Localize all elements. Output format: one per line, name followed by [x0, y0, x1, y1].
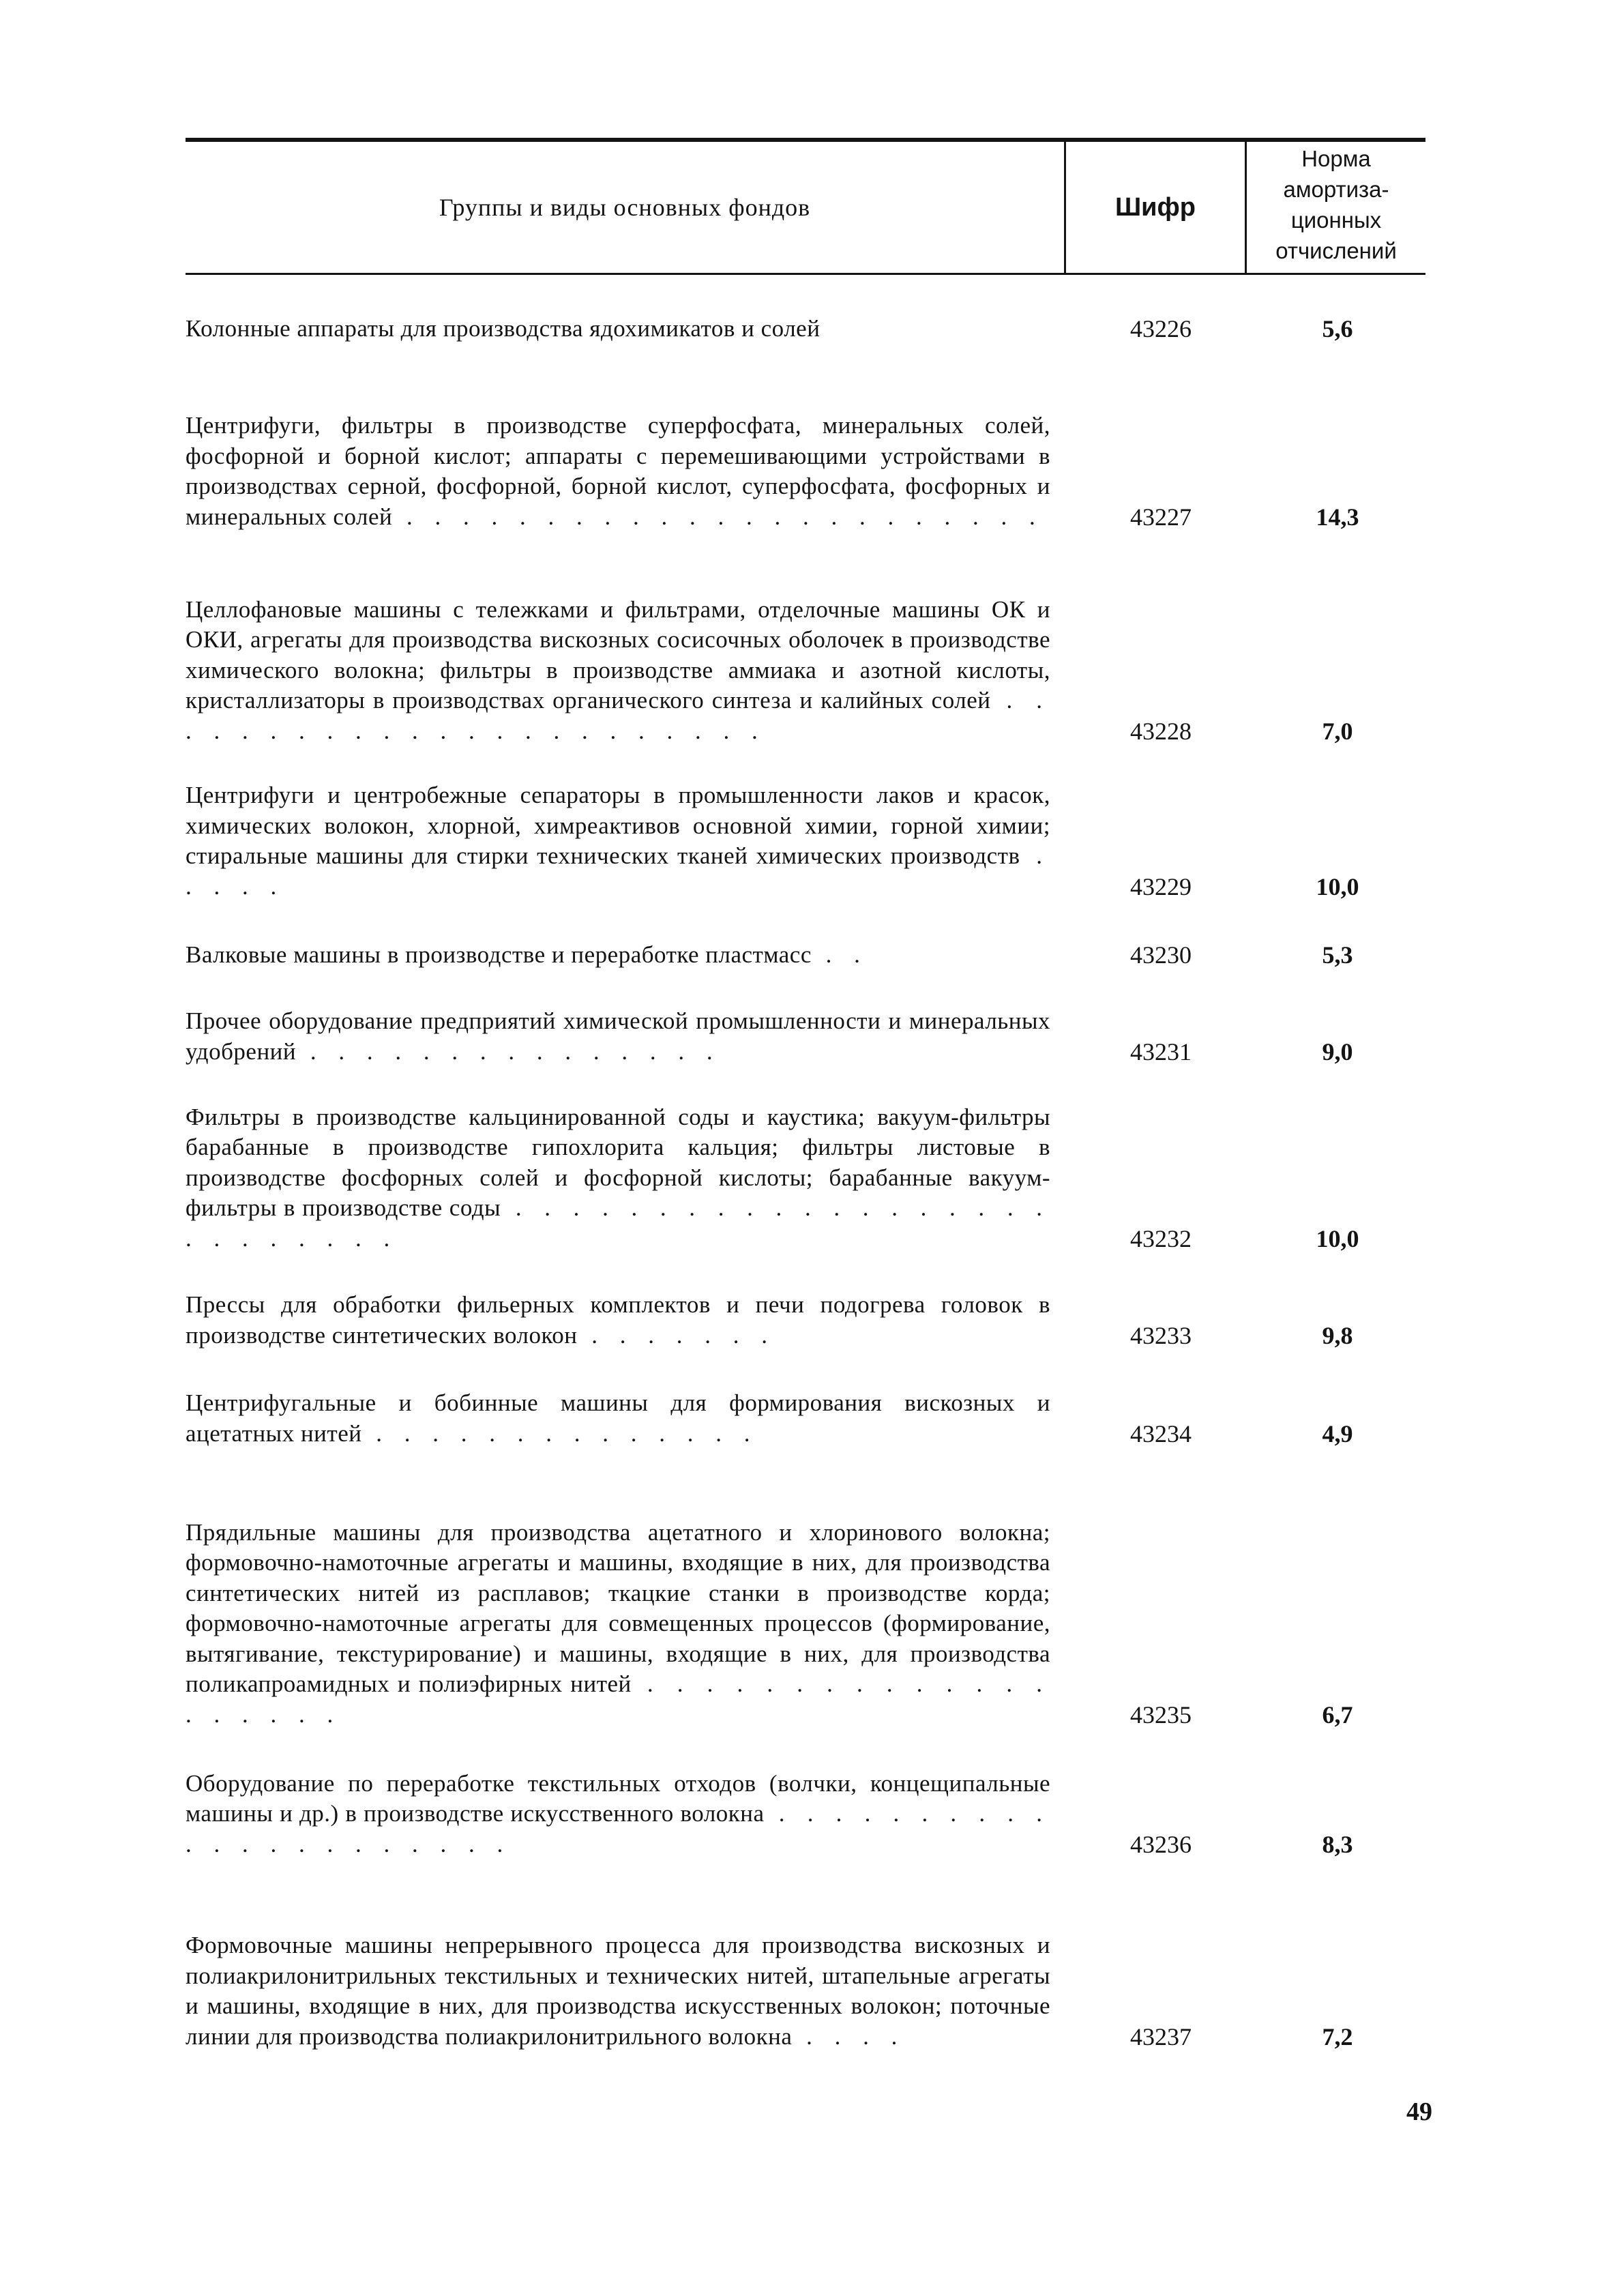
- header-norm-line: ционных: [1290, 207, 1382, 233]
- row-code: 43236: [1130, 1831, 1192, 1858]
- row-leader: . . . . . . . . . . . . . . . . . . . . . .: [186, 1800, 1050, 1857]
- row-text: Целлофановые машины с тележками и фильтрами, отделочные машины ОК и ОКИ, агрегаты для производства вискозных сосисочных оболочек в производстве химического волокна; фильтры в производстве аммиака и азотной кислоты, кристаллизаторы в производствах органического синтеза и калийных солей: [186, 595, 1050, 713]
- row-norm: 14,3: [1316, 503, 1359, 531]
- row-text: Фильтры в производстве кальцинированной соды и каустика; вакуум-фильтры барабанные в производстве гипохлорита кальция; фильтры листовые в производстве фосфорных солей и фосфорной кислоты; барабанные вакуум-фильтры в производстве соды: [186, 1103, 1050, 1221]
- table-row: [186, 1288, 1425, 1351]
- row-norm: 8,3: [1322, 1831, 1353, 1858]
- header-norm-line: Норма: [1301, 146, 1371, 171]
- row-leader: . . . . . . . . . . . . . . . . . . . . . . .: [186, 687, 1050, 744]
- row-norm: 7,0: [1322, 718, 1353, 745]
- row-description: [186, 314, 1050, 344]
- page-number: 49: [1406, 2098, 1432, 2126]
- header-code-column: Шифр: [1114, 192, 1196, 222]
- table-row: [186, 566, 1425, 746]
- row-description: [186, 940, 1050, 971]
- row-leader: . . . . .: [186, 842, 1050, 900]
- row-norm: 10,0: [1316, 873, 1359, 900]
- row-norm: 7,2: [1322, 2023, 1353, 2050]
- table-row: [186, 311, 1425, 344]
- table-row: [186, 377, 1425, 532]
- table-row: [186, 1484, 1425, 1730]
- table-row: [186, 1100, 1425, 1254]
- row-text: Прессы для обработки фильерных комплектов и печи подогрева головок в производстве синтетических волокон: [186, 1291, 1050, 1349]
- row-description: [186, 595, 1050, 747]
- row-code: 43226: [1130, 315, 1192, 342]
- table-row: [186, 1898, 1425, 2052]
- table-row: [186, 1765, 1425, 1859]
- row-description: [186, 1006, 1050, 1067]
- header-norm-line: амортиза-: [1283, 177, 1389, 202]
- row-text: Формовочные машины непрерывного процесса для производства вискозных и полиакрилонитрильных текстильных и технических нитей, штапельные агрегаты и машины, входящие в них, для производства искусственных волокон; поточные линии для производства полиакрилонитрильного волокна: [186, 1932, 1050, 2050]
- row-code: 43228: [1130, 718, 1192, 745]
- table-row: [186, 1386, 1425, 1449]
- header-bottom-rule: [186, 273, 1425, 275]
- row-description: [186, 1102, 1050, 1254]
- row-code: 43227: [1130, 503, 1192, 531]
- row-text: Прочее оборудование предприятий химической промышленности и минеральных удобрений: [186, 1007, 1050, 1065]
- row-description: [186, 1769, 1050, 1860]
- row-text: Центрифугальные и бобинные машины для формирования вискозных и ацетатных нитей: [186, 1389, 1050, 1447]
- document-page: [186, 138, 1425, 2150]
- row-description: [186, 1930, 1050, 2052]
- row-text: Центрифуги, фильтры в производстве суперфосфата, минеральных солей, фосфорной и борной кислот; аппараты с перемешивающими устройствами в производствах серной, фосфорной, борной кислот, суперфосфата, фосфорных и минеральных солей: [186, 412, 1050, 530]
- table-row: [186, 1005, 1425, 1067]
- table-row: [186, 939, 1425, 970]
- row-leader: . . . . . . . . . . . . . . . . . . . . . . .: [392, 503, 1044, 530]
- row-leader: . . . . . . .: [577, 1321, 775, 1349]
- row-leader: . . . . . . . . . . . . . . . . . . . .: [186, 1671, 1051, 1728]
- row-description: [186, 780, 1050, 902]
- row-norm: 4,9: [1322, 1420, 1353, 1447]
- row-text: Оборудование по переработке текстильных отходов (волчки, концещипальные машины и др.) в производстве искусственного волокна: [186, 1769, 1050, 1827]
- row-norm: 9,0: [1322, 1038, 1353, 1065]
- row-leader: . . . . . . . . . . . . . . . . . . . . . . . . . . .: [186, 1194, 1050, 1252]
- row-leader: . . . . . . . . . . . . . . .: [296, 1037, 721, 1065]
- row-norm: 9,8: [1322, 1322, 1353, 1349]
- header-groups-column: Группы и виды основных фондов: [439, 194, 811, 221]
- row-code: 43230: [1130, 941, 1192, 969]
- row-description: [186, 411, 1050, 532]
- row-text: Центрифуги и центробежные сепараторы в промышленности лаков и красок, химических волокон, хлорной, химреактивов основной химии, горной химии; стиральные машины для стирки технических тканей химических производств: [186, 782, 1050, 869]
- header-norm-line: отчислений: [1275, 238, 1397, 263]
- row-code: 43235: [1130, 1701, 1192, 1728]
- row-code: 43234: [1130, 1420, 1192, 1447]
- row-norm: 5,6: [1322, 315, 1353, 342]
- row-norm: 6,7: [1322, 1701, 1353, 1728]
- row-code: 43229: [1130, 873, 1192, 900]
- row-text: Колонные аппараты для производства ядохимикатов и солей: [186, 314, 821, 342]
- row-text: Прядильные машины для производства ацетатного и хлоринового волокна; формовочно-намоточные агрегаты и машины, входящие в них, для производства синтетических нитей из расплавов; ткацкие станки в производстве корда; формовочно-намоточные агрегаты для совмещенных процессов (формирование, вытягивание, текстурирование) и машины, входящие в них, для производства поликапроамидных и полиэфирных нитей: [186, 1518, 1050, 1697]
- row-leader: . . . .: [792, 2022, 906, 2050]
- row-norm: 10,0: [1316, 1225, 1359, 1252]
- row-code: 43232: [1130, 1225, 1192, 1252]
- row-norm: 5,3: [1322, 941, 1353, 969]
- row-description: [186, 1290, 1050, 1351]
- table-row: [186, 779, 1425, 902]
- row-code: 43233: [1130, 1322, 1192, 1349]
- row-leader: . .: [811, 941, 868, 968]
- header-norm-column: [1247, 143, 1425, 273]
- row-description: [186, 1388, 1050, 1449]
- row-code: 43237: [1130, 2023, 1192, 2050]
- row-description: [186, 1518, 1050, 1731]
- row-code: 43231: [1130, 1038, 1192, 1065]
- row-text: Валковые машины в производстве и переработке пластмасс: [186, 941, 812, 968]
- row-leader: . . . . . . . . . . . . . .: [361, 1419, 758, 1447]
